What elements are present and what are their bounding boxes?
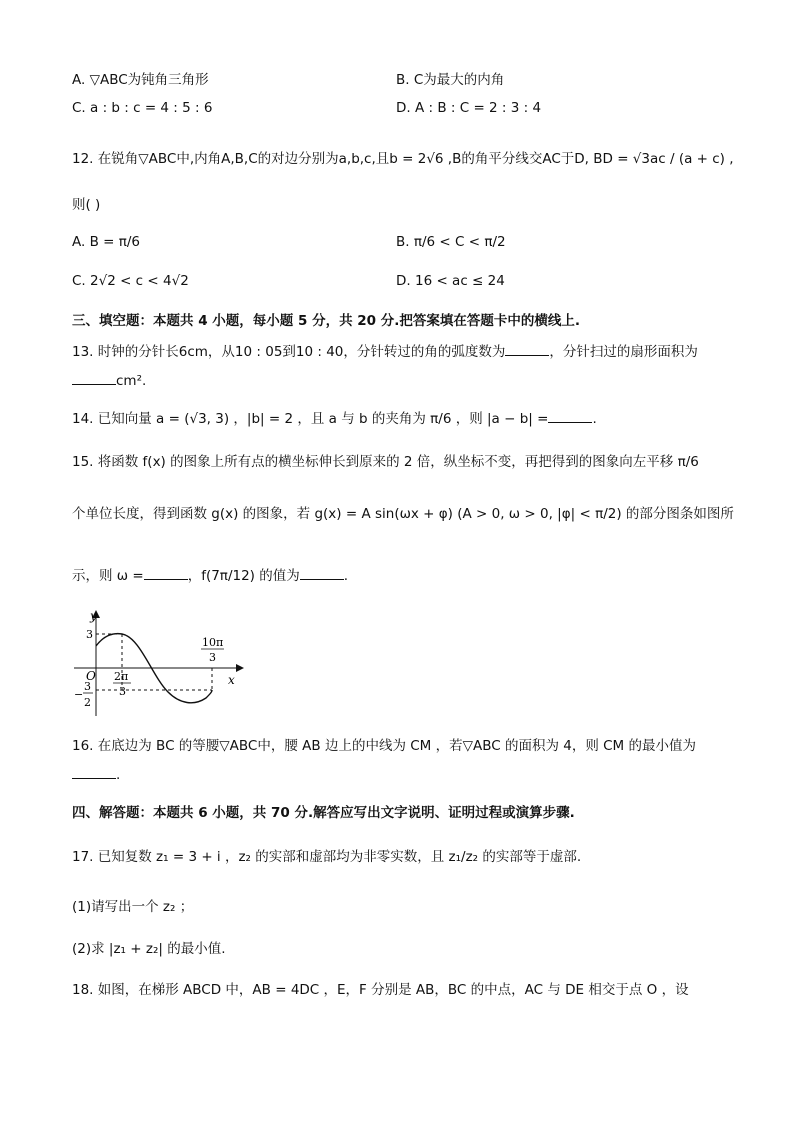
y-min-num: 3 xyxy=(84,680,91,693)
q15-text-b: ，f(7π/12) 的值为 xyxy=(187,568,300,584)
q15-line3 xyxy=(72,564,348,584)
q13-text-b: ，分针扫过的扇形面积为 xyxy=(549,344,698,360)
q11-option-b: B. C为最大的内角 xyxy=(396,72,505,88)
y-min-sign: − xyxy=(74,688,84,701)
q16-end: . xyxy=(116,767,121,783)
q16-blank xyxy=(72,766,116,779)
q13-text-a: 13. 时钟的分针长6cm，从10 : 05到10 : 40，分针转过的角的弧度数为 xyxy=(72,344,506,360)
x-tick2-num: 10π xyxy=(202,636,224,649)
q15-text-c: . xyxy=(343,568,349,584)
q17-stem: 17. 已知复数 z₁ = 3 + i ，z₂ 的实部和虚部均为非零实数，且 z₁/z₂ 的实部等于虚部. xyxy=(72,849,582,865)
y-axis-label: y xyxy=(90,609,97,623)
x-axis-label: x xyxy=(228,673,235,687)
q15-text-a: 示，则 ω = xyxy=(72,568,144,584)
section-4-heading: 四、解答题：本题共 6 小题，共 70 分.解答应写出文字说明、证明过程或演算步骤. xyxy=(72,805,575,821)
x-tick1-den: 3 xyxy=(119,685,126,698)
q15-blank-1 xyxy=(144,567,188,580)
q13-blank-2 xyxy=(72,372,116,385)
y-min-den: 2 xyxy=(84,696,91,709)
q11-option-d: D. A : B : C = 2 : 3 : 4 xyxy=(396,100,542,116)
q13-unit: cm². xyxy=(116,373,147,389)
q12-stem: 12. 在锐角▽ABC中,内角A,B,C的对边分别为a,b,c,且b = 2√6 ,B的角平分线交AC于D, BD = √3ac / (a + c) , xyxy=(72,151,734,167)
q11-option-a: A. ▽ABC为钝角三角形 xyxy=(72,72,209,88)
q15-blank-2 xyxy=(300,567,344,580)
q14-end: . xyxy=(592,411,597,427)
q12-option-d: D. 16 < ac ≤ 24 xyxy=(396,273,505,289)
q14-text: 14. 已知向量 a = (√3, 3) ，|b| = 2 ，且 a 与 b 的夹角为 π/6 ，则 |a − b| = xyxy=(72,411,549,427)
q17-sub2: (2)求 |z₁ + z₂| 的最小值. xyxy=(72,941,226,957)
y-max-label: 3 xyxy=(86,628,93,641)
q15-line1: 15. 将函数 f(x) 的图象上所有点的横坐标伸长到原来的 2 倍，纵坐标不变，再把得到的图象向左平移 π/6 xyxy=(72,454,699,470)
q12-option-c: C. 2√2 < c < 4√2 xyxy=(72,273,189,289)
x-axis-arrow xyxy=(236,664,244,672)
q12-then: 则( ) xyxy=(72,197,101,213)
q12-option-a: A. B = π/6 xyxy=(72,234,141,250)
q17-sub1: (1)请写出一个 z₂ ； xyxy=(72,899,194,915)
q16-line2 xyxy=(72,766,120,783)
q13-line1 xyxy=(72,340,698,360)
q18-stem: 18. 如图，在梯形 ABCD 中，AB = 4DC ，E，F 分别是 AB，BC 的中点，AC 与 DE 相交于点 O ，设 xyxy=(72,982,689,998)
q11-option-c: C. a : b : c = 4 : 5 : 6 xyxy=(72,100,213,116)
x-tick2-den: 3 xyxy=(209,651,216,664)
q14-line xyxy=(72,407,597,427)
q12-option-b: B. π/6 < C < π/2 xyxy=(396,234,506,250)
q13-blank-1 xyxy=(505,343,549,356)
sine-graph xyxy=(68,606,248,718)
q15-line2: 个单位长度，得到函数 g(x) 的图象，若 g(x) = A sin(ωx + φ) (A > 0, ω > 0, |φ| < π/2) 的部分图条如图所 xyxy=(72,506,734,522)
q13-line2 xyxy=(72,372,146,389)
x-tick1-num: 2π xyxy=(114,670,129,683)
q16-line1: 16. 在底边为 BC 的等腰▽ABC中，腰 AB 边上的中线为 CM ，若▽ABC 的面积为 4，则 CM 的最小值为 xyxy=(72,738,696,754)
origin-label: O xyxy=(86,669,96,683)
section-3-heading: 三、填空题：本题共 4 小题，每小题 5 分，共 20 分.把答案填在答题卡中的横线上. xyxy=(72,313,581,329)
q14-blank xyxy=(548,410,592,423)
